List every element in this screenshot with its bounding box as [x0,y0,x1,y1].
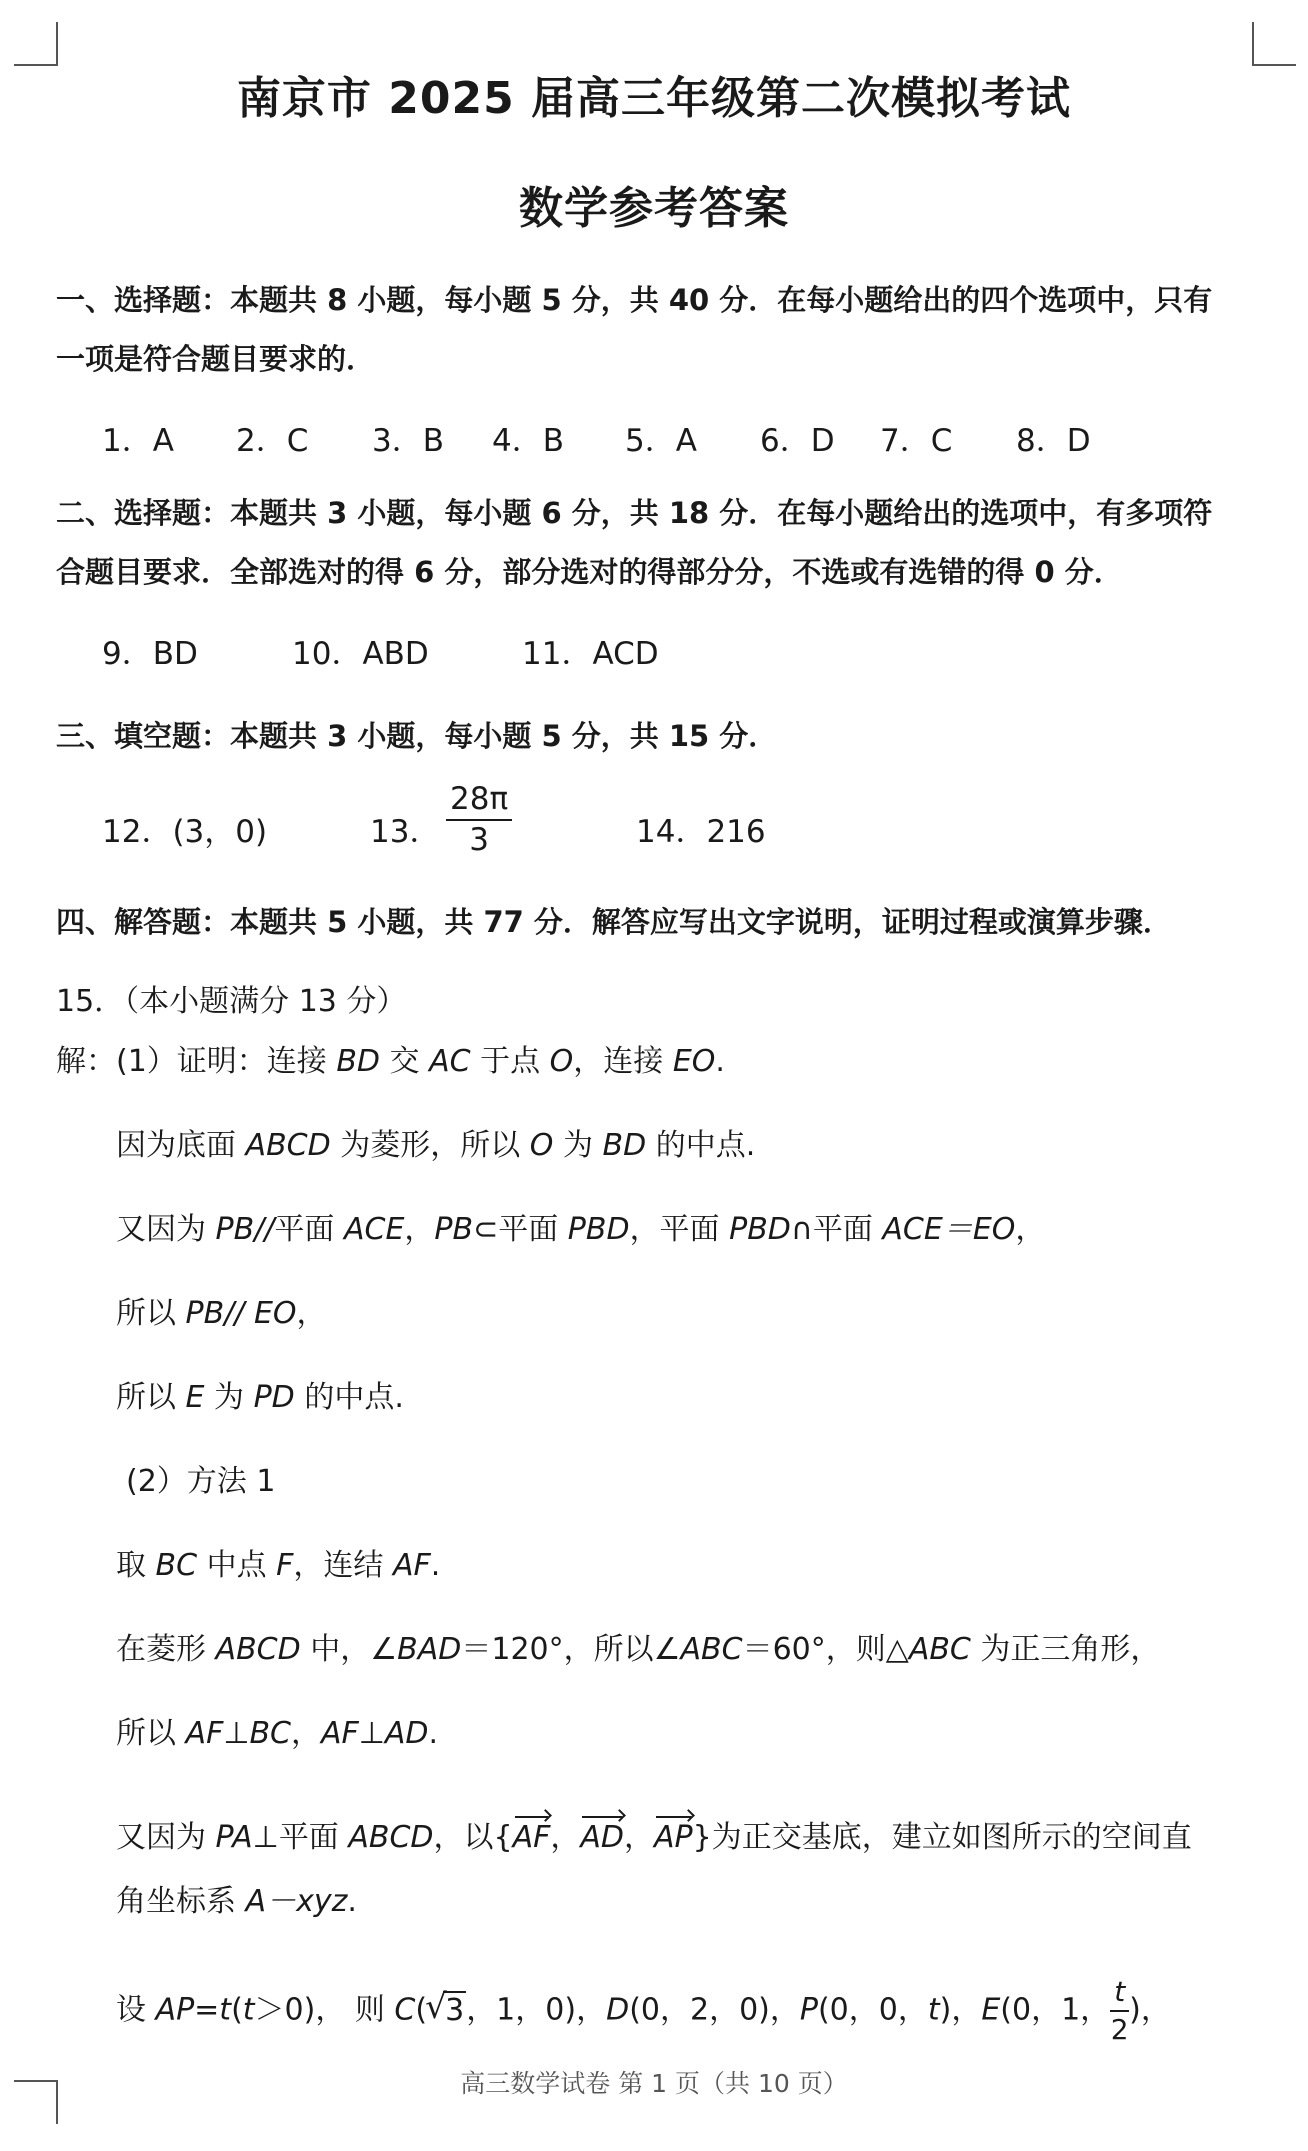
text: ，以{ [433,1820,513,1855]
answer-11: 11．ACD [522,636,659,672]
fraction-numerator: t [1110,1978,1129,2012]
section1-heading-line2: 一项是符合题目要求的． [56,342,376,376]
text: 设 [116,1992,156,2028]
math-text: ABC [908,1632,971,1667]
math-text: AP=t [155,1992,232,2028]
vector-AD: AD [580,1820,625,1855]
text: 又因为 [116,1820,216,1855]
document-subtitle: 数学参考答案 [519,183,789,234]
math-text: t [242,1992,255,2028]
answer-7: 7．C [880,423,953,459]
math-text: PBD [567,1212,630,1247]
text: ， [404,1212,435,1247]
text: 平面 [274,1212,344,1247]
q15-line-7 [116,1540,440,1584]
answer-9: 9．BD [102,636,198,672]
text: 于点 [470,1044,550,1079]
answer-6: 6．D [760,423,835,459]
text: ，连结 [293,1548,393,1583]
crop-mark-top-left [14,22,58,66]
text: ( [231,1992,243,2028]
math-text: PB⊂ [434,1212,499,1247]
q15-line-3 [116,1204,1045,1248]
page-footer: 高三数学试卷 第 1 页（共 10 页） [460,2069,848,2098]
answer-13-fraction [446,781,512,858]
q15-line-2 [116,1120,755,1164]
text: 平面 [498,1212,568,1247]
q15-line-1 [56,1036,725,1080]
text: )， [939,1992,982,2028]
answer-4: 4．B [492,423,564,459]
math-text: PB// [215,1212,275,1247]
section3-heading: 三、填空题：本题共 3 小题，每小题 5 分，共 15 分． [56,719,778,753]
math-text: PD [253,1380,295,1415]
text: )， [1129,1992,1171,2028]
text: ＞0)， 则 [254,1992,395,2028]
math-text: A－xyz [245,1884,348,1919]
text: ， [296,1296,327,1331]
math-text: ABCD [215,1632,301,1667]
math-text: F [276,1548,294,1583]
q15-line-8 [116,1624,1160,1668]
answer-5: 5．A [625,423,697,459]
text: 为 [204,1380,254,1415]
text: 所以 [116,1716,186,1751]
text: 中点 [197,1548,277,1583]
fraction [1110,1975,1129,2046]
text: ，连接 [573,1044,673,1079]
text: ， [291,1716,321,1751]
q15-line-10 [116,1812,1192,1856]
text: 为菱形，所以 [330,1128,530,1163]
answer-3: 3．B [372,423,444,459]
text: 又因为 [116,1212,216,1247]
fraction-numerator: 28π [446,784,512,821]
q15-line-11 [116,1876,357,1920]
text: }为正交基底，建立如图所示的空间直 [692,1820,1192,1855]
text: 平面 [278,1820,349,1855]
math-text: ACE [343,1212,405,1247]
math-text: PB// EO [185,1296,297,1331]
math-text: BAD [397,1632,462,1667]
math-text: ABCD [245,1128,331,1163]
math-text: ABCD [348,1820,434,1855]
math-text: t [927,1992,940,2028]
radicand: 3 [445,1992,465,2028]
q15-line-5 [116,1372,404,1416]
section2-heading-line1: 二、选择题：本题共 3 小题，每小题 6 分，共 18 分．在每小题给出的选项中，有多项符 [56,496,1213,530]
math-text: PA⊥ [215,1820,279,1855]
fraction [446,781,512,858]
text: ，1，0)， [466,1992,607,2028]
fraction-denominator: 3 [469,822,489,858]
q15-line-4 [116,1288,327,1332]
text: 所以 [116,1296,186,1331]
math-text: EO [672,1044,716,1079]
answer-1: 1．A [102,423,174,459]
answer-2: 2．C [236,423,309,459]
document-title: 南京市 2025 届高三年级第二次模拟考试 [236,73,1072,124]
text: 在菱形 [116,1632,216,1667]
crop-mark-top-right [1252,22,1296,66]
text: 因为底面 [116,1128,246,1163]
q15-line-9 [116,1708,438,1752]
math-text: AF [392,1548,431,1583]
text: ， [624,1820,655,1855]
math-text: P [799,1992,818,2028]
math-text: BC [155,1548,198,1583]
math-text: BD [602,1128,647,1163]
section1-heading-line1: 一、选择题：本题共 8 小题，每小题 5 分，共 40 分．在每小题给出的四个选项中，只有 [56,283,1213,317]
math-text: E [185,1380,205,1415]
section4-heading: 四、解答题：本题共 5 小题，共 77 分．解答应写出文字说明，证明过程或演算步骤． [56,905,1172,939]
text: 角坐标系 [116,1884,246,1919]
math-text: E [981,1992,1001,2028]
math-text: ACE＝EO [882,1212,1016,1247]
text: ， [550,1820,581,1855]
answer-13-label: 13． [370,814,441,850]
text: ∩平面 [790,1212,883,1247]
text: ＝60°，则△ [742,1632,909,1667]
text: 中，∠ [300,1632,398,1667]
math-text: AF⊥BC [185,1716,291,1751]
text: 解：(1）证明：连接 [56,1044,337,1079]
answer-8: 8．D [1016,423,1091,459]
math-text: AF⊥AD [321,1716,429,1751]
text: (0，2，0)， [629,1992,800,2028]
text: (0，0， [817,1992,928,2028]
math-text: C [394,1992,416,2028]
answer-10: 10．ABD [292,636,429,672]
text: ，平面 [629,1212,730,1247]
text: 的中点. [646,1128,756,1163]
text: ( [415,1992,428,2028]
q15-part2-heading: (2）方法 1 [126,1464,276,1499]
text: 为正三角形， [970,1632,1161,1667]
text: . [715,1044,725,1079]
math-text: AC [429,1044,471,1079]
text: 所以 [116,1380,186,1415]
text: 取 [116,1548,156,1583]
math-text: O [529,1128,554,1163]
text: . [347,1884,357,1919]
text: 为 [553,1128,603,1163]
text: 的中点. [294,1380,404,1415]
text: (0，1， [1000,1992,1111,2028]
text: 交 [380,1044,430,1079]
vector-AF: AF [512,1820,551,1855]
square-root [427,1993,466,2028]
q15-header: 15．（本小题满分 13 分） [56,984,407,1019]
math-text: O [549,1044,574,1079]
math-text: PBD [729,1212,791,1247]
text: . [430,1548,441,1583]
section2-heading-line2: 合题目要求．全部选对的得 6 分，部分选对的得部分分，不选或有选错的得 0 分． [56,555,1123,589]
math-text: D [606,1992,630,2028]
vector-AP: AP [654,1820,693,1855]
text: . [428,1716,439,1751]
text: ， [1015,1212,1046,1247]
text: ＝120°，所以∠ [461,1632,681,1667]
q15-line-12 [116,1975,1171,2046]
math-text: BD [336,1044,381,1079]
fraction-denominator: 2 [1110,2013,1129,2046]
answer-12: 12．(3，0) [102,814,268,850]
answer-14: 14．216 [636,814,766,850]
math-text: ABC [680,1632,743,1667]
